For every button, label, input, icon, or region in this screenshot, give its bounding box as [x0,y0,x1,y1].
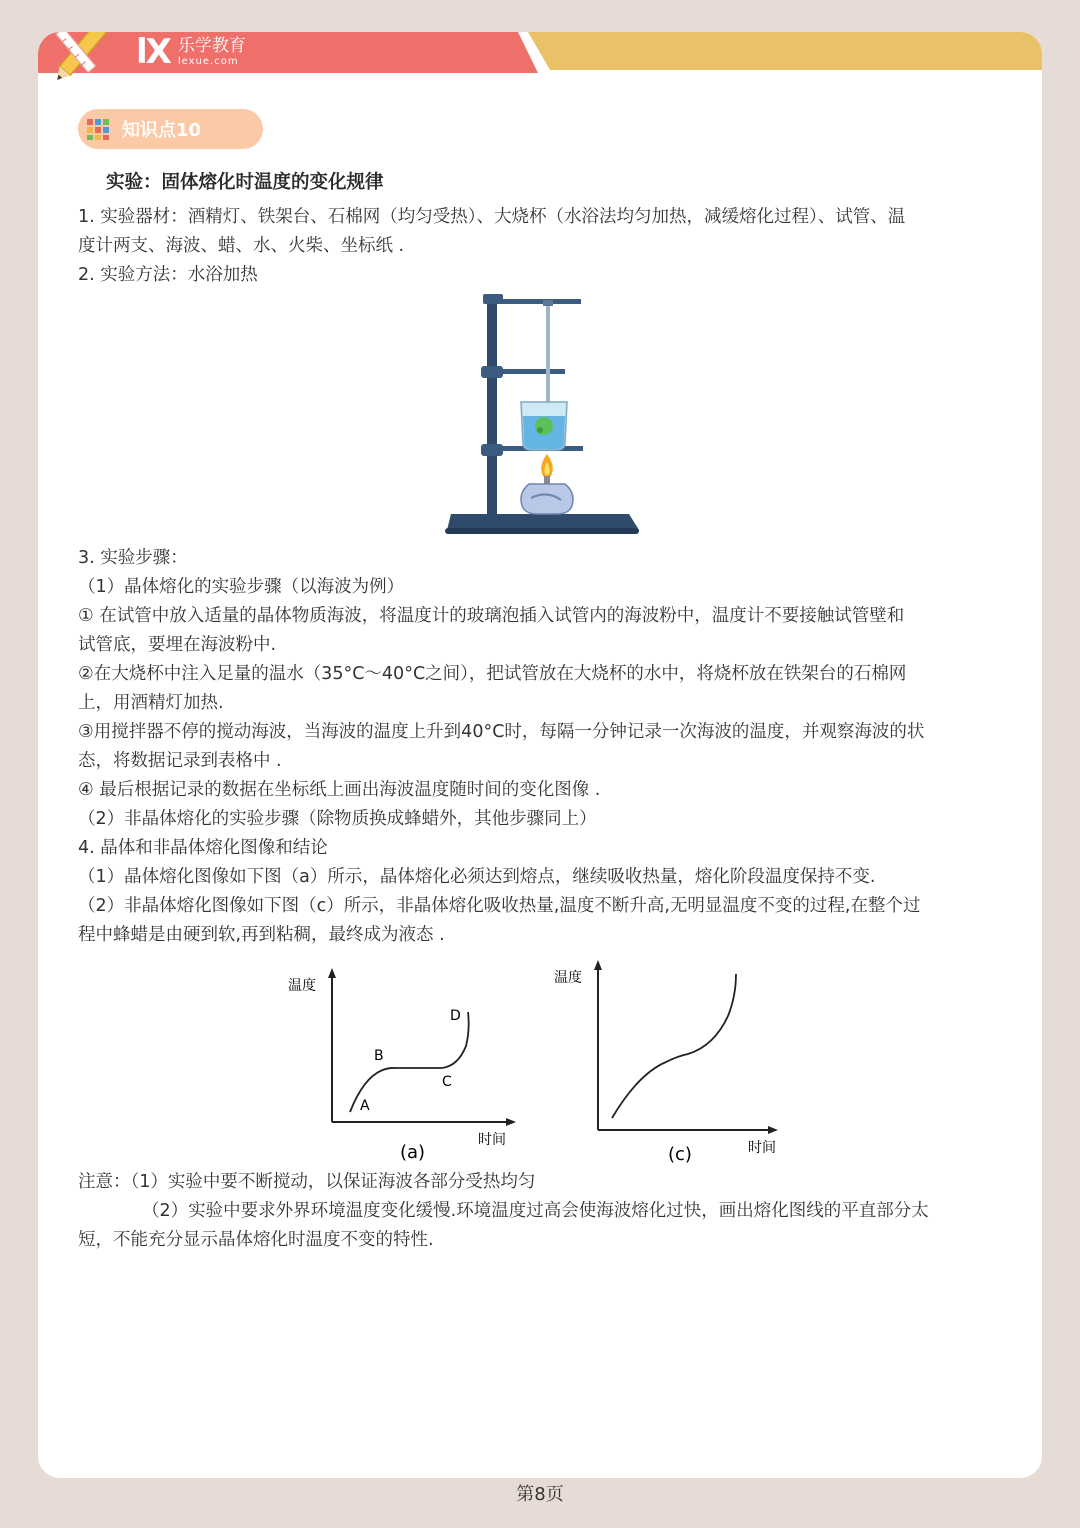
notes [78,1168,998,1255]
text-line: 试管底，要埋在海波粉中. [78,635,277,655]
paragraph-equipment [78,203,998,290]
point-label-a: A [360,1098,370,1114]
text-line: 4. 晶体和非晶体熔化图像和结论 [78,838,328,858]
text-line: 度计两支、海波、蜡、水、火柴、坐标纸 . [78,236,405,256]
x-axis-label: 时间 [478,1132,506,1148]
point-label-d: D [450,1008,461,1024]
text-line: （2）非晶体熔化的实验步骤（除物质换成蜂蜡外，其他步骤同上） [78,809,597,829]
text-line: （2）实验中要求外界环境温度变化缓慢.环境温度过高会使海波熔化过快，画出熔化图线的平直部分太 [142,1201,929,1221]
knowledge-point-badge [78,109,263,149]
text-line: 1. 实验器材：酒精灯、铁架台、石棉网（均匀受热）、大烧杯（水浴法均匀加热，减缓熔化过程）、试管、温 [78,207,906,227]
grid-icon [86,117,110,141]
text-line: 注意：（1）实验中要不断搅动，以保证海波各部分受热均匀 [78,1172,536,1192]
logo-mark: lX [136,32,170,72]
text-line: 程中蜂蜡是由硬到软,再到粘稠，最终成为液态 . [78,925,445,945]
text-line: 短，不能充分显示晶体熔化时温度不变的特性. [78,1230,434,1250]
text-line: 态，将数据记录到表格中 . [78,751,282,771]
graph-caption: (a) [400,1142,426,1163]
text-line: 3. 实验步骤： [78,548,188,568]
y-axis-label: 温度 [288,978,316,994]
page-number: 第8页 [516,1484,564,1505]
header-banner-red [38,32,538,73]
text-line: ③用搅拌器不停的搅动海波，当海波的温度上升到40°C时，每隔一分钟记录一次海波的温度，并观察海波的状 [78,722,925,742]
text-line: （2）非晶体熔化图像如下图（c）所示，非晶体熔化吸收热量,温度不断升高,无明显温度不变的过程,在整个过 [78,896,921,916]
text-line: （1）晶体熔化图像如下图（a）所示，晶体熔化必须达到熔点，继续吸收热量，熔化阶段温度保持不变. [78,867,876,887]
text-line: ① 在试管中放入适量的晶体物质海波，将温度计的玻璃泡插入试管内的海波粉中，温度计不要接触试管壁和 [78,606,905,626]
page-card [38,32,1042,1478]
water-bath-apparatus-illustration [443,294,643,538]
paragraph-steps [78,544,998,950]
x-axis-label: 时间 [748,1140,776,1156]
text-line: ②在大烧杯中注入足量的温水（35°C～40°C之间），把试管放在大烧杯的水中，将烧杯放在铁架台的石棉网 [78,664,907,684]
point-label-c: C [442,1074,452,1090]
badge-label: 知识点10 [122,120,202,141]
brand-url: lexue.com [177,55,239,67]
graph-caption: (c) [668,1144,692,1165]
pencil-ruler-icon [48,32,110,90]
brand-name: 乐学教育 [177,35,246,56]
text-line: 2. 实验方法：水浴加热 [78,265,258,285]
text-line: ④ 最后根据记录的数据在坐标纸上画出海波温度随时间的变化图像 . [78,780,601,800]
y-axis-label: 温度 [554,970,582,986]
crystal-melting-graph [278,962,528,1167]
section-title: 实验：固体熔化时温度的变化规律 [106,172,384,193]
header-banner-gold [528,32,1042,70]
amorphous-melting-graph [548,954,808,1169]
brand-logo [136,34,246,70]
point-label-b: B [374,1048,384,1064]
text-line: 上，用酒精灯加热. [78,693,224,713]
text-line: （1）晶体熔化的实验步骤（以海波为例） [78,577,405,597]
